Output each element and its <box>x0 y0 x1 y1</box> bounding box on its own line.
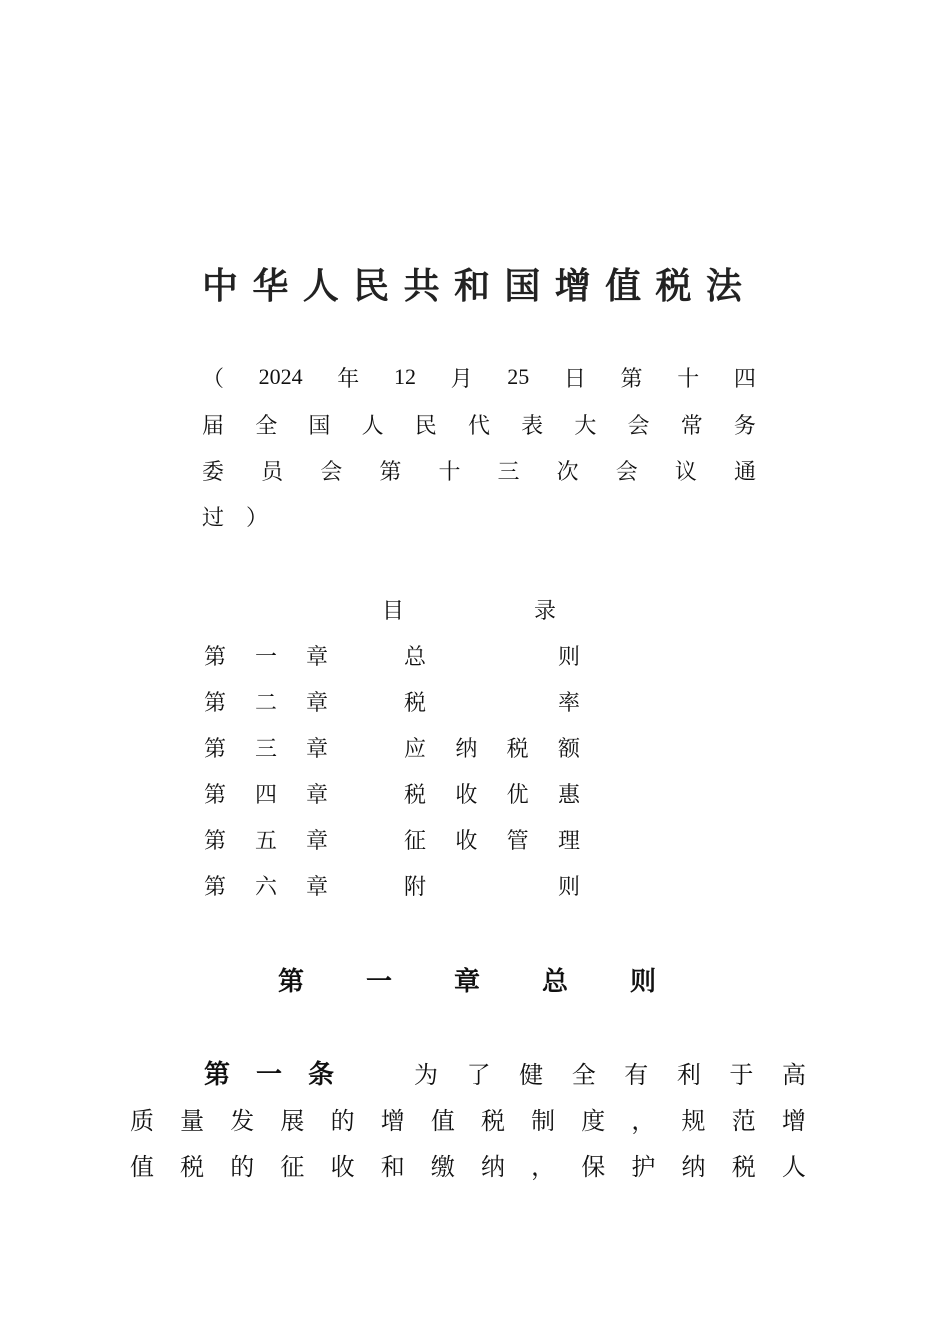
text-glyph: 一 <box>365 966 392 997</box>
text-glyph: 税 <box>404 782 427 808</box>
text-glyph: 值 <box>130 1152 154 1181</box>
text-glyph: 章 <box>453 966 480 997</box>
text-glyph: 法 <box>705 264 742 307</box>
text-glyph: 税 <box>731 1152 756 1181</box>
text-glyph: 了 <box>466 1060 491 1089</box>
text-glyph: 第 <box>204 690 227 716</box>
text-glyph: 增 <box>380 1106 405 1135</box>
text-glyph: 纳 <box>480 1152 505 1181</box>
article-text-line <box>414 1056 806 1088</box>
toc-item-label <box>204 825 328 853</box>
text-glyph: 表 <box>521 412 544 438</box>
subtitle-line <box>202 362 756 392</box>
text-glyph: 于 <box>729 1060 754 1089</box>
text-glyph: 2024 <box>258 364 303 389</box>
text-glyph: 过 <box>202 504 225 530</box>
text-glyph: 日 <box>563 365 586 391</box>
text-glyph: 收 <box>455 782 478 808</box>
text-glyph: 民 <box>414 412 437 438</box>
text-glyph: 章 <box>305 736 328 762</box>
toc-heading <box>382 595 556 623</box>
text-glyph: 章 <box>305 874 328 900</box>
toc-item-name <box>404 641 580 669</box>
text-glyph: 通 <box>733 458 756 484</box>
text-glyph: 质 <box>130 1106 154 1135</box>
text-glyph: 总 <box>404 644 427 670</box>
text-glyph: 人 <box>302 264 339 307</box>
text-glyph: 全 <box>571 1060 596 1089</box>
text-glyph: 收 <box>455 828 478 854</box>
text-glyph: 月 <box>450 365 473 391</box>
text-glyph: ， <box>531 1152 556 1181</box>
subtitle-line <box>202 455 756 485</box>
article-label <box>204 1056 334 1088</box>
text-glyph: 国 <box>308 412 331 438</box>
text-glyph: 中 <box>202 264 239 307</box>
text-glyph: 十 <box>438 458 461 484</box>
text-glyph: 共 <box>403 264 440 307</box>
toc-item-label <box>204 641 328 669</box>
text-glyph: 值 <box>430 1106 455 1135</box>
text-glyph: 章 <box>305 690 328 716</box>
toc-item-name <box>404 687 580 715</box>
text-glyph: 和 <box>380 1152 405 1181</box>
text-glyph: 度 <box>581 1106 606 1135</box>
text-glyph: 和 <box>453 264 490 307</box>
text-glyph: 保 <box>581 1152 606 1181</box>
text-glyph: 会 <box>320 458 343 484</box>
text-glyph: 护 <box>631 1152 656 1181</box>
text-glyph: 三 <box>254 736 277 762</box>
subtitle-line <box>202 409 756 439</box>
text-glyph: 一 <box>255 1059 282 1090</box>
text-glyph: 征 <box>280 1152 305 1181</box>
text-glyph: 发 <box>230 1106 255 1135</box>
text-glyph: 25 <box>507 364 530 389</box>
toc-item-label <box>204 687 328 715</box>
text-glyph: 议 <box>674 458 697 484</box>
text-glyph: 第 <box>204 874 227 900</box>
text-glyph: 征 <box>404 828 427 854</box>
text-glyph: 六 <box>254 874 277 900</box>
text-glyph: 国 <box>504 264 541 307</box>
text-glyph: ， <box>631 1106 656 1135</box>
text-glyph: 值 <box>605 264 642 307</box>
text-glyph: 第 <box>204 644 227 670</box>
text-glyph: 范 <box>731 1106 756 1135</box>
text-glyph: 高 <box>781 1060 806 1089</box>
text-glyph: 税 <box>404 690 427 716</box>
text-glyph: 则 <box>557 644 580 670</box>
text-glyph: 录 <box>533 598 556 624</box>
toc-item-name <box>404 733 580 761</box>
toc-item-label <box>204 733 328 761</box>
text-glyph: ） <box>245 504 268 530</box>
text-glyph: 四 <box>254 782 277 808</box>
text-glyph: 三 <box>497 458 520 484</box>
text-glyph: 额 <box>557 736 580 762</box>
text-glyph: 五 <box>254 828 277 854</box>
text-glyph: 则 <box>557 874 580 900</box>
text-glyph: 四 <box>733 365 756 391</box>
text-glyph: 十 <box>677 365 700 391</box>
text-glyph: 章 <box>305 828 328 854</box>
text-glyph: 管 <box>506 828 529 854</box>
article-text-line <box>130 1102 806 1134</box>
text-glyph: 收 <box>330 1152 355 1181</box>
text-glyph: 第 <box>204 782 227 808</box>
text-glyph: 则 <box>629 966 656 997</box>
text-glyph: 第 <box>204 1059 231 1090</box>
toc-item-name <box>404 825 580 853</box>
text-glyph: 民 <box>353 264 390 307</box>
text-glyph: 的 <box>330 1106 355 1135</box>
text-glyph: 常 <box>680 412 703 438</box>
text-glyph: 增 <box>781 1106 806 1135</box>
text-glyph: 章 <box>305 782 328 808</box>
text-glyph: 年 <box>337 365 360 391</box>
text-glyph: 利 <box>676 1060 701 1089</box>
text-glyph: 委 <box>202 458 225 484</box>
text-glyph: 12 <box>393 364 416 389</box>
text-glyph: 全 <box>255 412 278 438</box>
text-glyph: 展 <box>280 1106 305 1135</box>
text-glyph: 代 <box>467 412 490 438</box>
text-glyph: 人 <box>781 1152 806 1181</box>
text-glyph: 第 <box>620 365 643 391</box>
text-glyph: 税 <box>480 1106 505 1135</box>
chapter-heading <box>278 962 656 996</box>
text-glyph: （ <box>202 365 225 391</box>
document-title <box>202 262 742 307</box>
text-glyph: 健 <box>519 1060 544 1089</box>
toc-item-label <box>204 779 328 807</box>
text-glyph: 二 <box>254 690 277 716</box>
text-glyph: 人 <box>361 412 384 438</box>
text-glyph: 会 <box>627 412 650 438</box>
toc-item-label <box>204 871 328 899</box>
text-glyph: 第 <box>278 966 305 997</box>
text-glyph: 第 <box>379 458 402 484</box>
text-glyph: 惠 <box>557 782 580 808</box>
text-glyph: 增 <box>554 264 591 307</box>
text-glyph: 缴 <box>430 1152 455 1181</box>
text-glyph: 为 <box>414 1060 438 1089</box>
text-glyph: 量 <box>180 1106 205 1135</box>
text-glyph: 规 <box>681 1106 706 1135</box>
text-glyph: 纳 <box>681 1152 706 1181</box>
text-glyph: 应 <box>404 736 427 762</box>
text-glyph: 的 <box>230 1152 255 1181</box>
text-glyph: 附 <box>404 874 427 900</box>
text-glyph: 第 <box>204 828 227 854</box>
text-glyph: 会 <box>615 458 638 484</box>
text-glyph: 税 <box>180 1152 205 1181</box>
text-glyph: 章 <box>305 644 328 670</box>
text-glyph: 率 <box>557 690 580 716</box>
text-glyph: 目 <box>382 598 405 624</box>
text-glyph: 次 <box>556 458 579 484</box>
text-glyph: 税 <box>506 736 529 762</box>
article-text-line <box>130 1148 806 1180</box>
text-glyph: 制 <box>531 1106 556 1135</box>
text-glyph: 理 <box>557 828 580 854</box>
text-glyph: 总 <box>541 966 568 997</box>
text-glyph: 华 <box>252 264 289 307</box>
text-glyph: 纳 <box>455 736 478 762</box>
toc-item-name <box>404 779 580 807</box>
text-glyph: 税 <box>655 264 692 307</box>
text-glyph: 有 <box>624 1060 649 1089</box>
text-glyph: 员 <box>261 458 284 484</box>
text-glyph: 优 <box>506 782 529 808</box>
text-glyph: 届 <box>202 412 225 438</box>
text-glyph: 条 <box>307 1059 334 1090</box>
text-glyph: 务 <box>733 412 756 438</box>
subtitle-line <box>202 501 268 531</box>
toc-item-name <box>404 871 580 899</box>
text-glyph: 一 <box>254 644 277 670</box>
text-glyph: 大 <box>574 412 597 438</box>
text-glyph: 第 <box>204 736 227 762</box>
